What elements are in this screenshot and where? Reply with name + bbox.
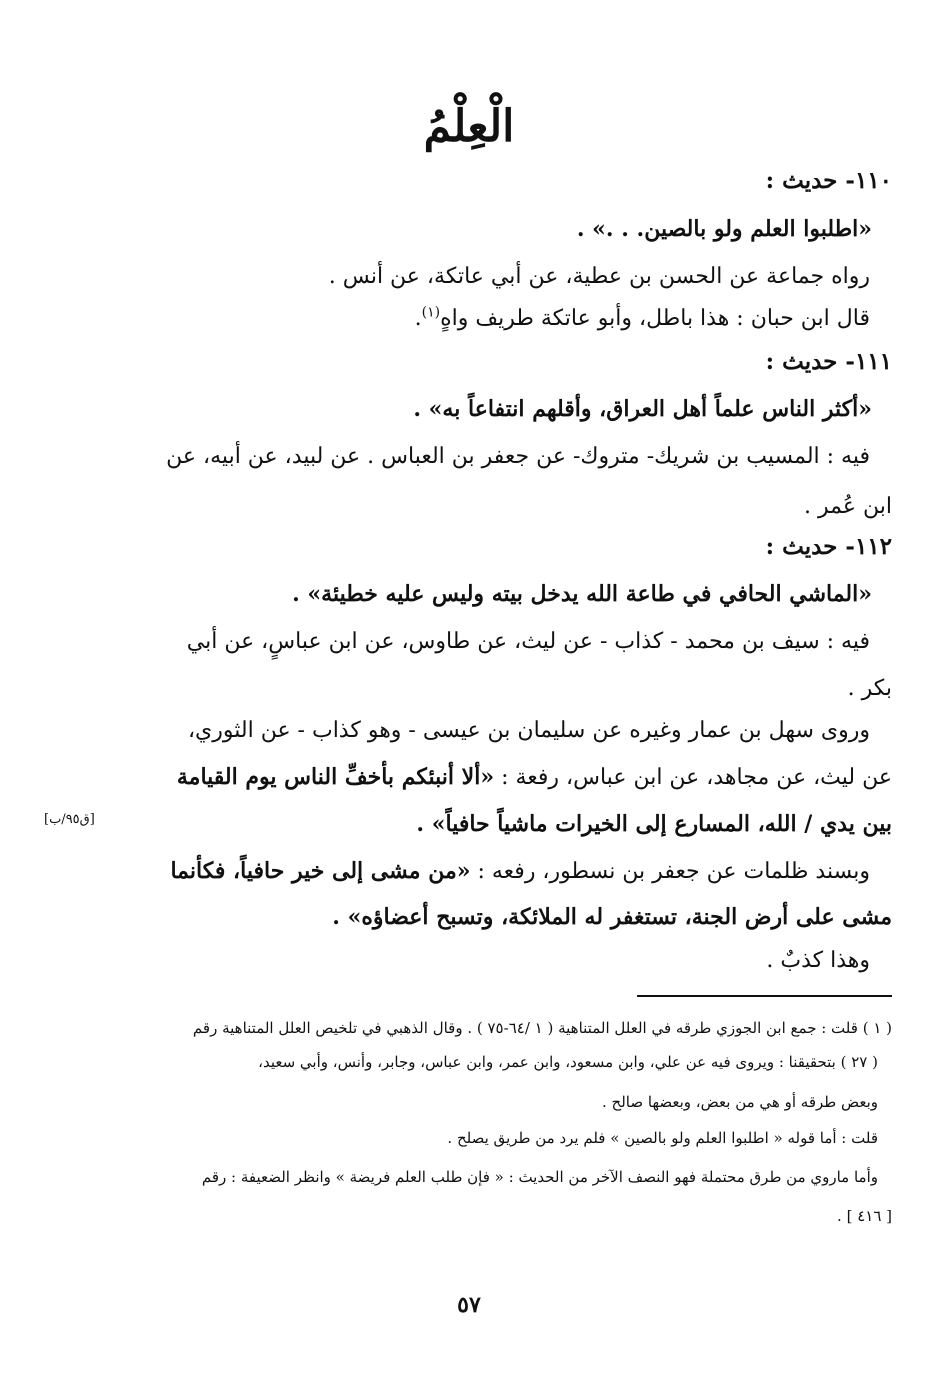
hadith-text-110: «اطلبوا العلم ولو بالصين. . .» . [576,216,872,242]
narration-line: رواه جماعة عن الحسن بن عطية، عن أبي عاتكة، عن أنس . [328,264,870,289]
manuscript-folio-note: [ق٩٥/ب] [44,812,95,827]
footnote-line: قلت : أما قوله « اطلبوا العلم ولو بالصين » فلم يرد من طريق يصلح . [447,1129,878,1147]
narration-line: وهذا كذبٌ . [766,948,870,973]
hadith-quote: مشى على أرض الجنة، تستغفر له الملائكة، وتسبح أعضاؤه» . [332,904,892,930]
hadith-quote: «ألا أنبئكم بأخفِّ الناس يوم القيامة [176,764,495,790]
narration-line: ابن عُمر . [804,494,892,519]
narration-text: عن ليث، عن مجاهد، عن ابن عباس، رفعة : [501,765,892,790]
footnote-line: وأما ماروي من طرق محتملة فهو النصف الآخر من الحديث : « فإن طلب العلم فريضة » وانظر الضعيفة : رقم [201,1168,878,1186]
chapter-title: الْعِلْمُ [423,101,515,152]
narration-line [46,300,870,338]
footnote-line: [ ٤١٦ ] . [837,1207,892,1225]
narration-line: وروى سهل بن عمار وغيره عن سليمان بن عيسى - وهو كذاب - عن الثوري، [187,718,870,743]
footnote-separator [637,995,892,997]
hadith-quote: «من مشى إلى خير حافياً، فكأنما [170,858,471,884]
footnote-line: ( ١ ) قلت : جمع ابن الجوزي طرقه في العلل المتناهية ( ١ /٦٤-٧٥ ) . وقال الذهبي في تلخيص العلل المتناهية رقم [192,1019,892,1037]
hadith-heading-110: ١١٠- حديث : [765,167,892,194]
page-number: ٥٧ [457,1292,481,1318]
footnote-line: ( ٢٧ ) بتحقيقنا : ويروى فيه عن علي، وابن مسعود، وابن عمر، وابن عباس، وجابر، وأنس، وأبي سعيد، [258,1053,878,1071]
narration-line: فيه : سيف بن محمد - كذاب - عن ليث، عن طاوس، عن ابن عباسٍ، عن أبي [186,629,870,654]
footnote-ref: (١) [421,304,441,321]
hadith-text-111: «أكثر الناس علماً أهل العراق، وأقلهم انتفاعاً به» . [413,396,872,422]
narration-line [44,758,892,797]
narration-line: بكر . [847,676,892,701]
narration-text: وبسند ظلمات عن جعفر بن نسطور، رفعه : [477,859,870,884]
period: . [414,306,422,331]
hadith-heading-111: ١١١- حديث : [765,348,892,375]
hadith-text-112: «الماشي الحافي في طاعة الله يدخل بيته وليس عليه خطيئة» . [292,581,872,607]
narration-text: قال ابن حبان : هذا باطل، وأبو عاتكة طريف واهٍ [440,306,870,331]
footnote-line: وبعض طرقه أو هي من بعض، وبعضها صالح . [602,1093,878,1111]
narration-line: فيه : المسيب بن شريك- متروك- عن جعفر بن العباس . عن لبيد، عن أبيه، عن [166,444,870,469]
narration-line [44,852,870,891]
hadith-heading-112: ١١٢- حديث : [765,533,892,560]
hadith-quote: بين يدي / الله، المسارع إلى الخيرات ماشياً حافياً» . [416,811,892,837]
